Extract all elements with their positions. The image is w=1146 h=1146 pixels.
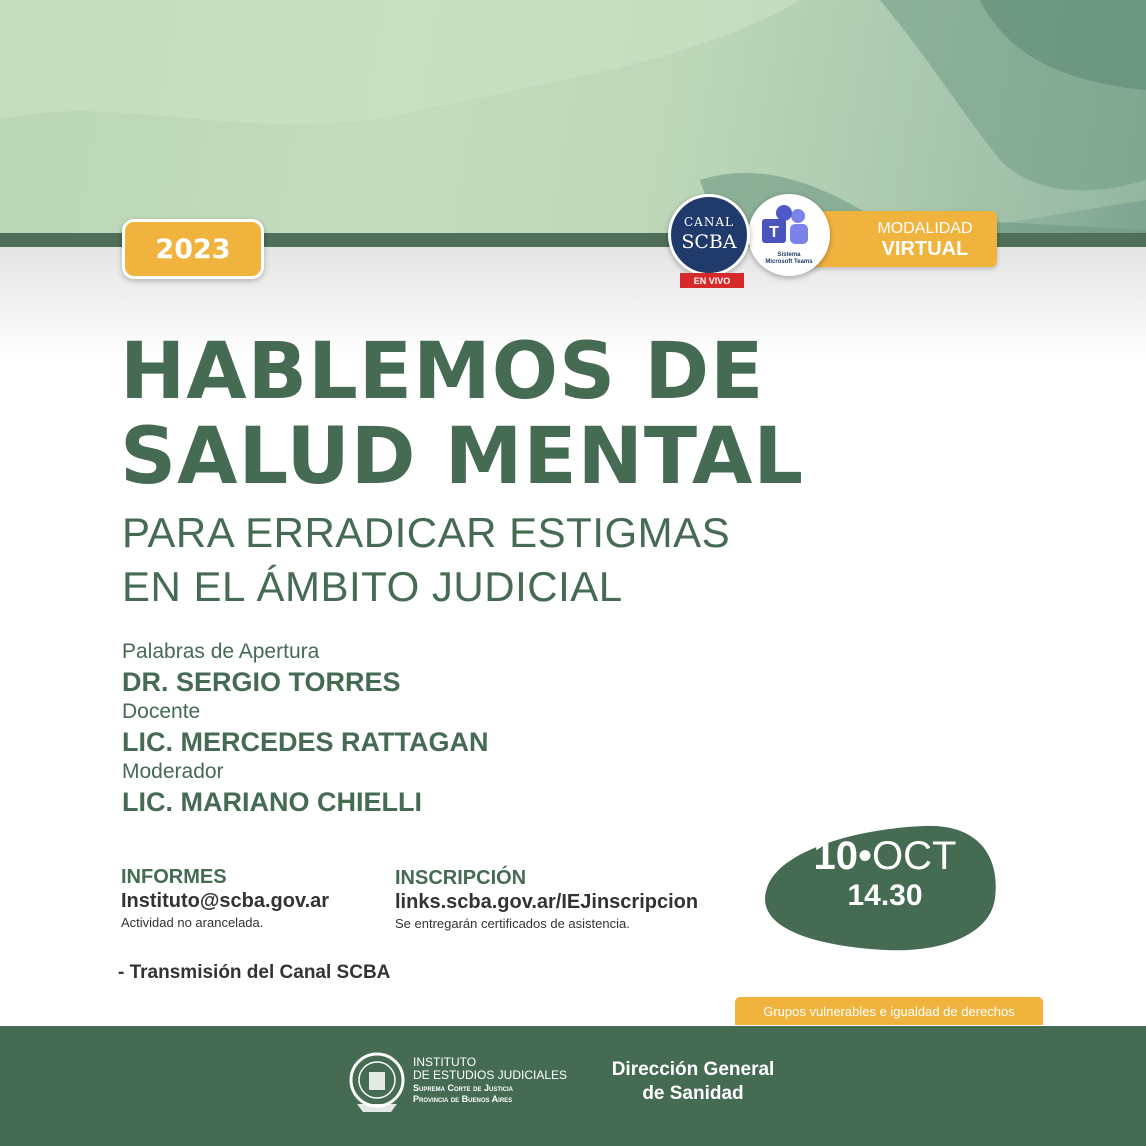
informes-note: Actividad no arancelada. bbox=[121, 915, 264, 930]
header-background bbox=[0, 0, 1146, 240]
speaker-role: Palabras de Apertura bbox=[122, 640, 320, 663]
title-line-2: SALUD MENTAL bbox=[120, 412, 805, 502]
institute-name-2: DE ESTUDIOS JUDICIALES bbox=[413, 1068, 568, 1082]
inscripcion-heading: INSCRIPCIÓN bbox=[395, 867, 527, 889]
informes-heading: INFORMES bbox=[121, 866, 227, 888]
event-date bbox=[810, 836, 960, 876]
speaker-name: DR. SERGIO TORRES bbox=[122, 667, 401, 697]
institute-province: Provincia de Buenos Aires bbox=[413, 1094, 513, 1104]
canal-scba-logo bbox=[668, 194, 750, 276]
teams-caption-2: Microsoft Teams bbox=[765, 259, 813, 265]
institute-court: Suprema Corte de Justicia bbox=[413, 1083, 514, 1093]
canal-label: CANAL bbox=[684, 215, 734, 229]
transmision-text: - Transmisión del Canal SCBA bbox=[118, 962, 391, 983]
event-time: 14.30 bbox=[847, 879, 923, 912]
subtitle-line-1: PARA ERRADICAR ESTIGMAS bbox=[122, 509, 731, 556]
institute-name-1: INSTITUTO bbox=[413, 1055, 477, 1069]
scba-label: SCBA bbox=[681, 231, 737, 253]
date-month: OCT bbox=[872, 834, 957, 878]
topic-tag bbox=[735, 997, 1043, 1025]
subtitle-line-2: EN EL ÁMBITO JUDICIAL bbox=[122, 563, 623, 610]
footer bbox=[0, 1026, 1146, 1146]
direccion-line-2: de Sanidad bbox=[642, 1083, 744, 1104]
modalidad-value: VIRTUAL bbox=[881, 238, 969, 260]
institute-seal-icon bbox=[347, 1046, 407, 1116]
svg-text:T: T bbox=[769, 224, 779, 241]
teams-caption-1: Sistema bbox=[777, 252, 801, 258]
en-vivo-text: EN VIVO bbox=[693, 275, 731, 286]
direccion-line-1: Dirección General bbox=[611, 1059, 775, 1080]
watercolor-texture bbox=[0, 0, 1146, 240]
title-line-1: HABLEMOS DE bbox=[120, 327, 765, 417]
speaker-name: LIC. MERCEDES RATTAGAN bbox=[122, 727, 489, 757]
speaker-role: Moderador bbox=[122, 760, 224, 783]
year-text: 2023 bbox=[155, 233, 231, 265]
date-day: 10 bbox=[813, 834, 859, 878]
topic-tag-text: Grupos vulnerables e igualdad de derechos bbox=[763, 1003, 1015, 1019]
informes-email[interactable]: Instituto@scba.gov.ar bbox=[121, 890, 330, 912]
inscripcion-link[interactable]: links.scba.gov.ar/IEJinscripcion bbox=[395, 891, 699, 913]
date-separator: • bbox=[858, 834, 873, 878]
year-badge bbox=[122, 219, 264, 279]
en-vivo-badge bbox=[680, 273, 744, 288]
speaker-role: Docente bbox=[122, 700, 201, 723]
teams-logo bbox=[748, 194, 830, 276]
inscripcion-note: Se entregarán certificados de asistencia. bbox=[395, 916, 630, 931]
speaker-name: LIC. MARIANO CHIELLI bbox=[122, 787, 422, 817]
modalidad-label: MODALIDAD bbox=[877, 220, 973, 237]
